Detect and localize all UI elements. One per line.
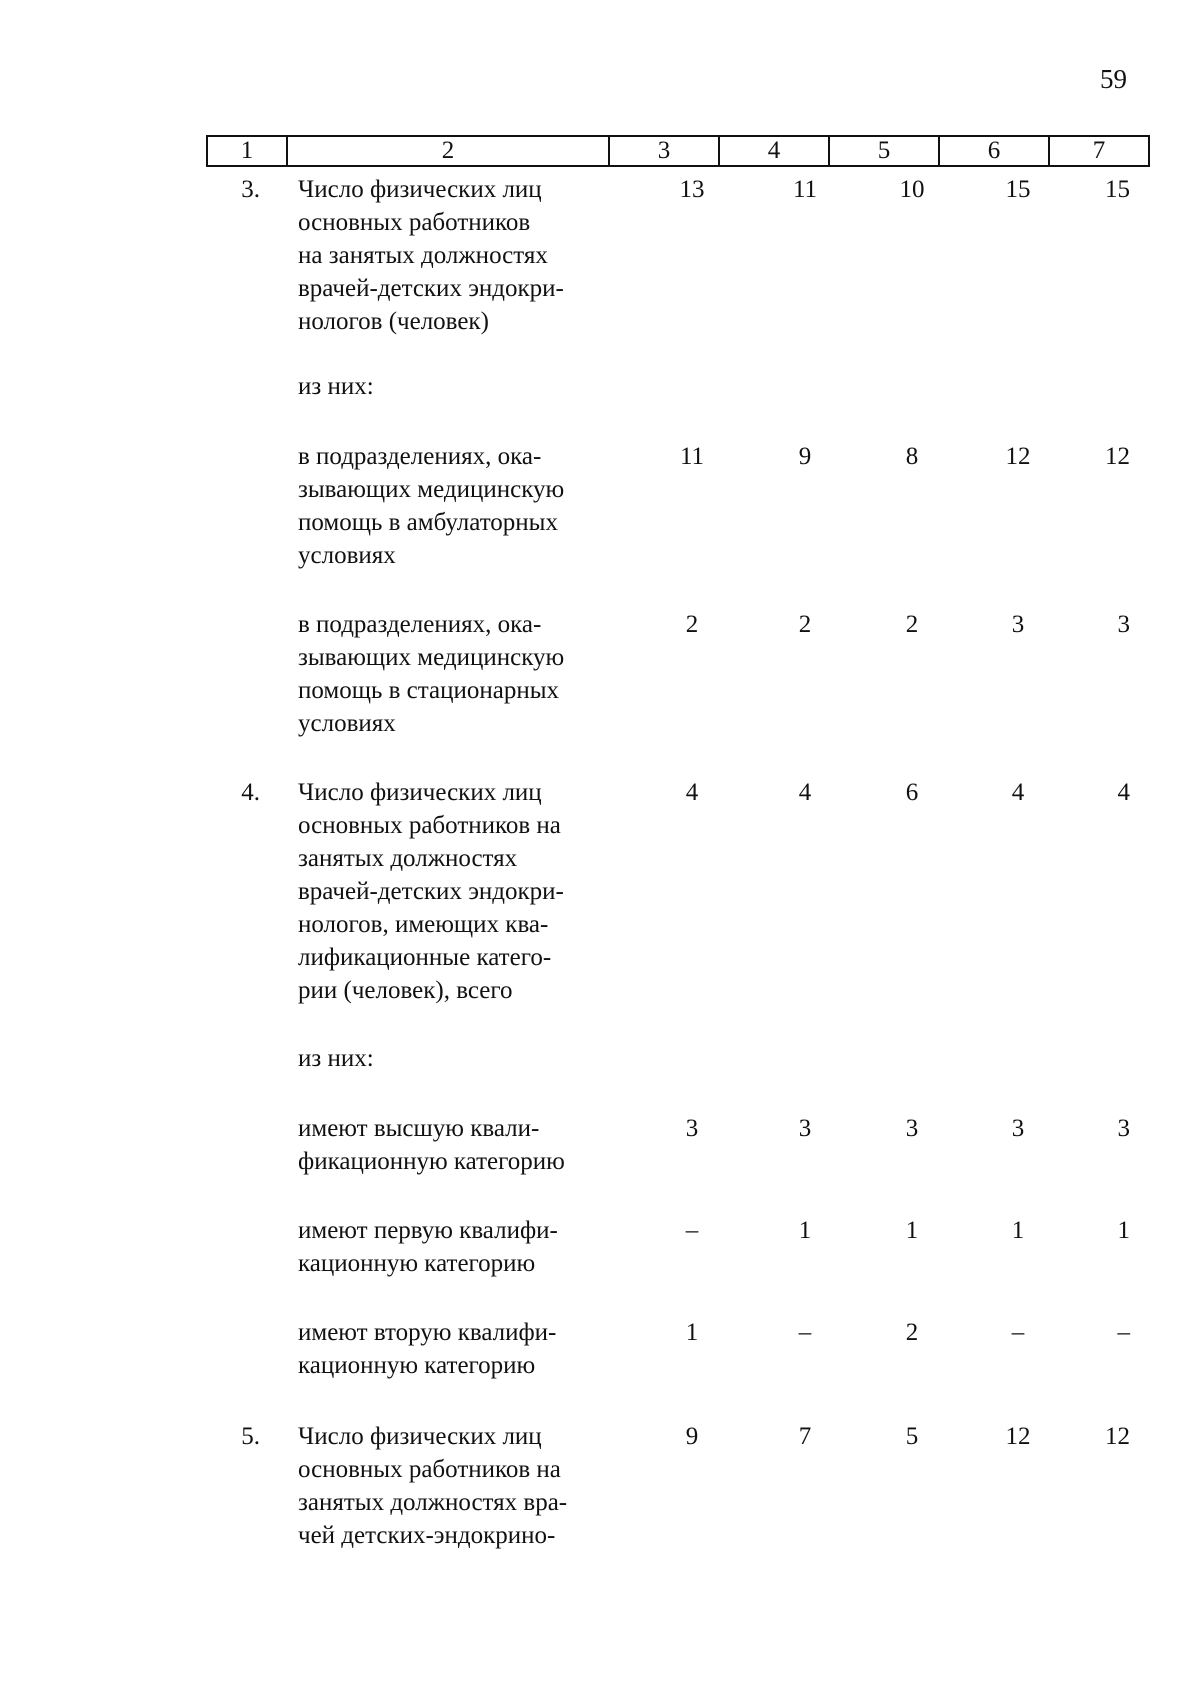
value-col-6: 4	[1011, 779, 1025, 806]
value-col-4: –	[798, 1319, 812, 1346]
header-col-7: 7	[1049, 136, 1149, 166]
value-col-6: –	[1011, 1319, 1025, 1346]
row-description: имеют высшую квали- фикационную категорию	[298, 1115, 565, 1175]
header-col-1: 1	[207, 136, 287, 166]
value-col-3: 4	[685, 779, 699, 806]
value-col-4: 11	[792, 176, 818, 203]
value-col-4: 7	[798, 1423, 812, 1450]
row-number: 4.	[241, 779, 260, 806]
header-row	[207, 136, 1149, 166]
value-col-4: 4	[798, 779, 812, 806]
value-col-5: 2	[905, 1319, 919, 1346]
value-col-5: 6	[905, 779, 919, 806]
row-description: в подразделениях, ока- зывающих медицинскую помощь в амбулаторных условиях	[298, 443, 565, 569]
value-col-7: 3	[1117, 1115, 1130, 1142]
header-col-5: 5	[829, 136, 939, 166]
value-col-6: 1	[1011, 1217, 1025, 1244]
value-col-6: 12	[1005, 1423, 1031, 1450]
value-col-7: 1	[1117, 1217, 1130, 1244]
row-description: Число физических лиц основных работников на занятых должностях врачей-детских эндокри- нологов (человек)	[298, 176, 564, 335]
value-col-3: 2	[685, 611, 699, 638]
row-description: из них:	[298, 1045, 374, 1072]
header-col-2: 2	[287, 136, 609, 166]
value-col-6: 3	[1011, 611, 1025, 638]
header-col-3: 3	[609, 136, 719, 166]
row-description: Число физических лиц основных работников на занятых должностях врачей-детских эндокри- нологов, имеющих ква- лификационные катего- рии (человек), всего	[298, 779, 564, 1004]
value-col-7: 3	[1117, 611, 1130, 638]
value-col-3: –	[685, 1217, 699, 1244]
value-col-4: 3	[798, 1115, 812, 1142]
value-col-5: 8	[905, 443, 919, 470]
value-col-5: 5	[905, 1423, 919, 1450]
value-col-3: 3	[685, 1115, 699, 1142]
column-number-header	[206, 135, 1150, 167]
value-col-3: 11	[679, 443, 705, 470]
row-number: 5.	[241, 1423, 260, 1450]
value-col-4: 2	[798, 611, 812, 638]
page-number: 59	[1100, 64, 1127, 94]
value-col-3: 1	[685, 1319, 699, 1346]
header-col-4: 4	[719, 136, 829, 166]
row-description: в подразделениях, ока- зывающих медицинскую помощь в стационарных условиях	[298, 611, 565, 737]
value-col-5: 3	[905, 1115, 919, 1142]
value-col-6: 12	[1005, 443, 1031, 470]
value-col-7: –	[1117, 1319, 1130, 1346]
value-col-7: 12	[1105, 443, 1130, 470]
value-col-6: 15	[1005, 176, 1031, 203]
row-description: имеют вторую квалифи- кационную категорию	[298, 1319, 557, 1379]
value-col-7: 12	[1105, 1423, 1130, 1450]
value-col-7: 4	[1117, 779, 1130, 806]
value-col-3: 9	[685, 1423, 699, 1450]
value-col-5: 1	[905, 1217, 919, 1244]
value-col-4: 9	[798, 443, 812, 470]
row-description: Число физических лиц основных работников на занятых должностях вра- чей детских-эндокрино-	[298, 1423, 568, 1549]
value-col-7: 15	[1105, 176, 1130, 203]
value-col-6: 3	[1011, 1115, 1025, 1142]
value-col-5: 2	[905, 611, 919, 638]
header-col-6: 6	[939, 136, 1049, 166]
value-col-4: 1	[798, 1217, 812, 1244]
row-description: имеют первую квалифи- кационную категорию	[298, 1217, 558, 1277]
value-col-5: 10	[899, 176, 925, 203]
value-col-3: 13	[679, 176, 705, 203]
row-description: из них:	[298, 373, 374, 400]
row-number: 3.	[241, 176, 260, 203]
